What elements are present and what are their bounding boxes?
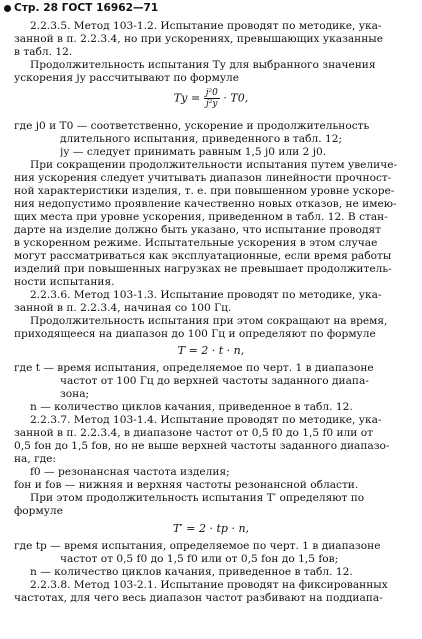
text-line: 2.2.3.5. Метод 103-1.2. Испытание проводят по методике, ука- [30, 20, 382, 32]
text-line: n — количество циклов качания, приведенное в табл. 12. [30, 401, 353, 413]
header-text: Стр. 28 ГОСТ 16962—71 [14, 2, 159, 14]
formula-rhs: · T0, [223, 91, 249, 105]
text-line: n — количество циклов качания, приведенное в табл. 12. [30, 566, 353, 578]
text-line: формуле [14, 505, 63, 517]
text-line: приходящееся на диапазон до 100 Гц и определяют по формуле [14, 328, 376, 340]
text-line: f0 — резонансная частота изделия; [30, 466, 230, 478]
text-line: jу — следует принимать равным 1,5 j0 или 2 j0. [60, 146, 327, 158]
text-line: ускорения jу рассчитывают по формуле [14, 72, 240, 84]
text-line: изделий при повышенных нагрузках не превышает продолжитель- [14, 263, 392, 275]
text-line: fон и fов — нижняя и верхняя частоты резонансной области. [14, 479, 359, 491]
page-header [4, 2, 158, 14]
text-line: в табл. 12. [14, 46, 73, 58]
text-line: занной в п. 2.2.3.4, но при ускорениях, превышающих указанные [14, 33, 383, 45]
fraction-numerator: j²0 [205, 88, 218, 98]
text-line: дарте на изделие должно быть указано, что испытание проводят [14, 224, 382, 236]
text-line: где t — время испытания, определяемое по черт. 1 в диапазоне [14, 362, 374, 374]
text-line: длительного испытания, приведенного в табл. 12; [60, 133, 343, 145]
formula-ty [0, 88, 422, 109]
bullet-icon [4, 5, 11, 12]
formula-t-prime: T′ = 2 · tр · n, [172, 522, 250, 535]
text-line: ной характеристики изделия, т. е. при повышенном уровне ускоре- [14, 185, 395, 197]
text-line: 2.2.3.6. Метод 103-1.3. Испытание проводят по методике, ука- [30, 289, 382, 301]
text-line: где j0 и T0 — соответственно, ускорение и продолжительность [14, 120, 370, 132]
formula-lhs: Tу = [173, 91, 201, 105]
text-line: зона; [60, 388, 90, 400]
text-line: При этом продолжительность испытания T′ определяют по [30, 492, 365, 504]
text-line: в ускоренном режиме. Испытательные ускорения в этом случае [14, 237, 378, 249]
text-line: Продолжительность испытания при этом сокращают на время, [30, 315, 388, 327]
formula-t: T = 2 · t · n, [177, 344, 245, 357]
formula-fraction [204, 88, 220, 109]
text-line: частот от 100 Гц до верхней частоты заданного диапа- [60, 375, 369, 387]
text-line: ния недопустимо проявление качественно новых отказов, не имею- [14, 198, 397, 210]
text-line: Продолжительность испытания Tу для выбранного значения [30, 59, 376, 71]
text-line: где tр — время испытания, определяемое по черт. 1 в диапазоне [14, 540, 381, 552]
text-line: занной в п. 2.2.3.4, начиная со 100 Гц. [14, 302, 232, 314]
text-line: 2.2.3.7. Метод 103-1.4. Испытание проводят по методике, ука- [30, 414, 382, 426]
text-line: на, где: [14, 453, 57, 465]
text-line: При сокращении продолжительности испытания путем увеличе- [30, 159, 398, 171]
text-line: 0,5 fон до 1,5 fов, но не выше верхней частоты заданного диапазо- [14, 440, 390, 452]
text-line: занной в п. 2.2.3.4, в диапазоне частот от 0,5 f0 до 1,5 f0 или от [14, 427, 373, 439]
text-line: ния ускорения следует учитывать диапазон линейности прочност- [14, 172, 392, 184]
text-line: частот от 0,5 f0 до 1,5 f0 или от 0,5 fон до 1,5 fов; [60, 553, 339, 565]
text-line: ности испытания. [14, 276, 115, 288]
text-line: частотах, для чего весь диапазон частот разбивают на поддиапа- [14, 592, 383, 604]
text-line: щих места при уровне ускорения, приведенном в табл. 12. В стан- [14, 211, 388, 223]
text-line: 2.2.3.8. Метод 103-2.1. Испытание проводят на фиксированных [30, 579, 388, 591]
fraction-denominator: j²у [205, 99, 218, 109]
text-line: могут рассматриваться как эксплуатационные, если время работы [14, 250, 392, 262]
